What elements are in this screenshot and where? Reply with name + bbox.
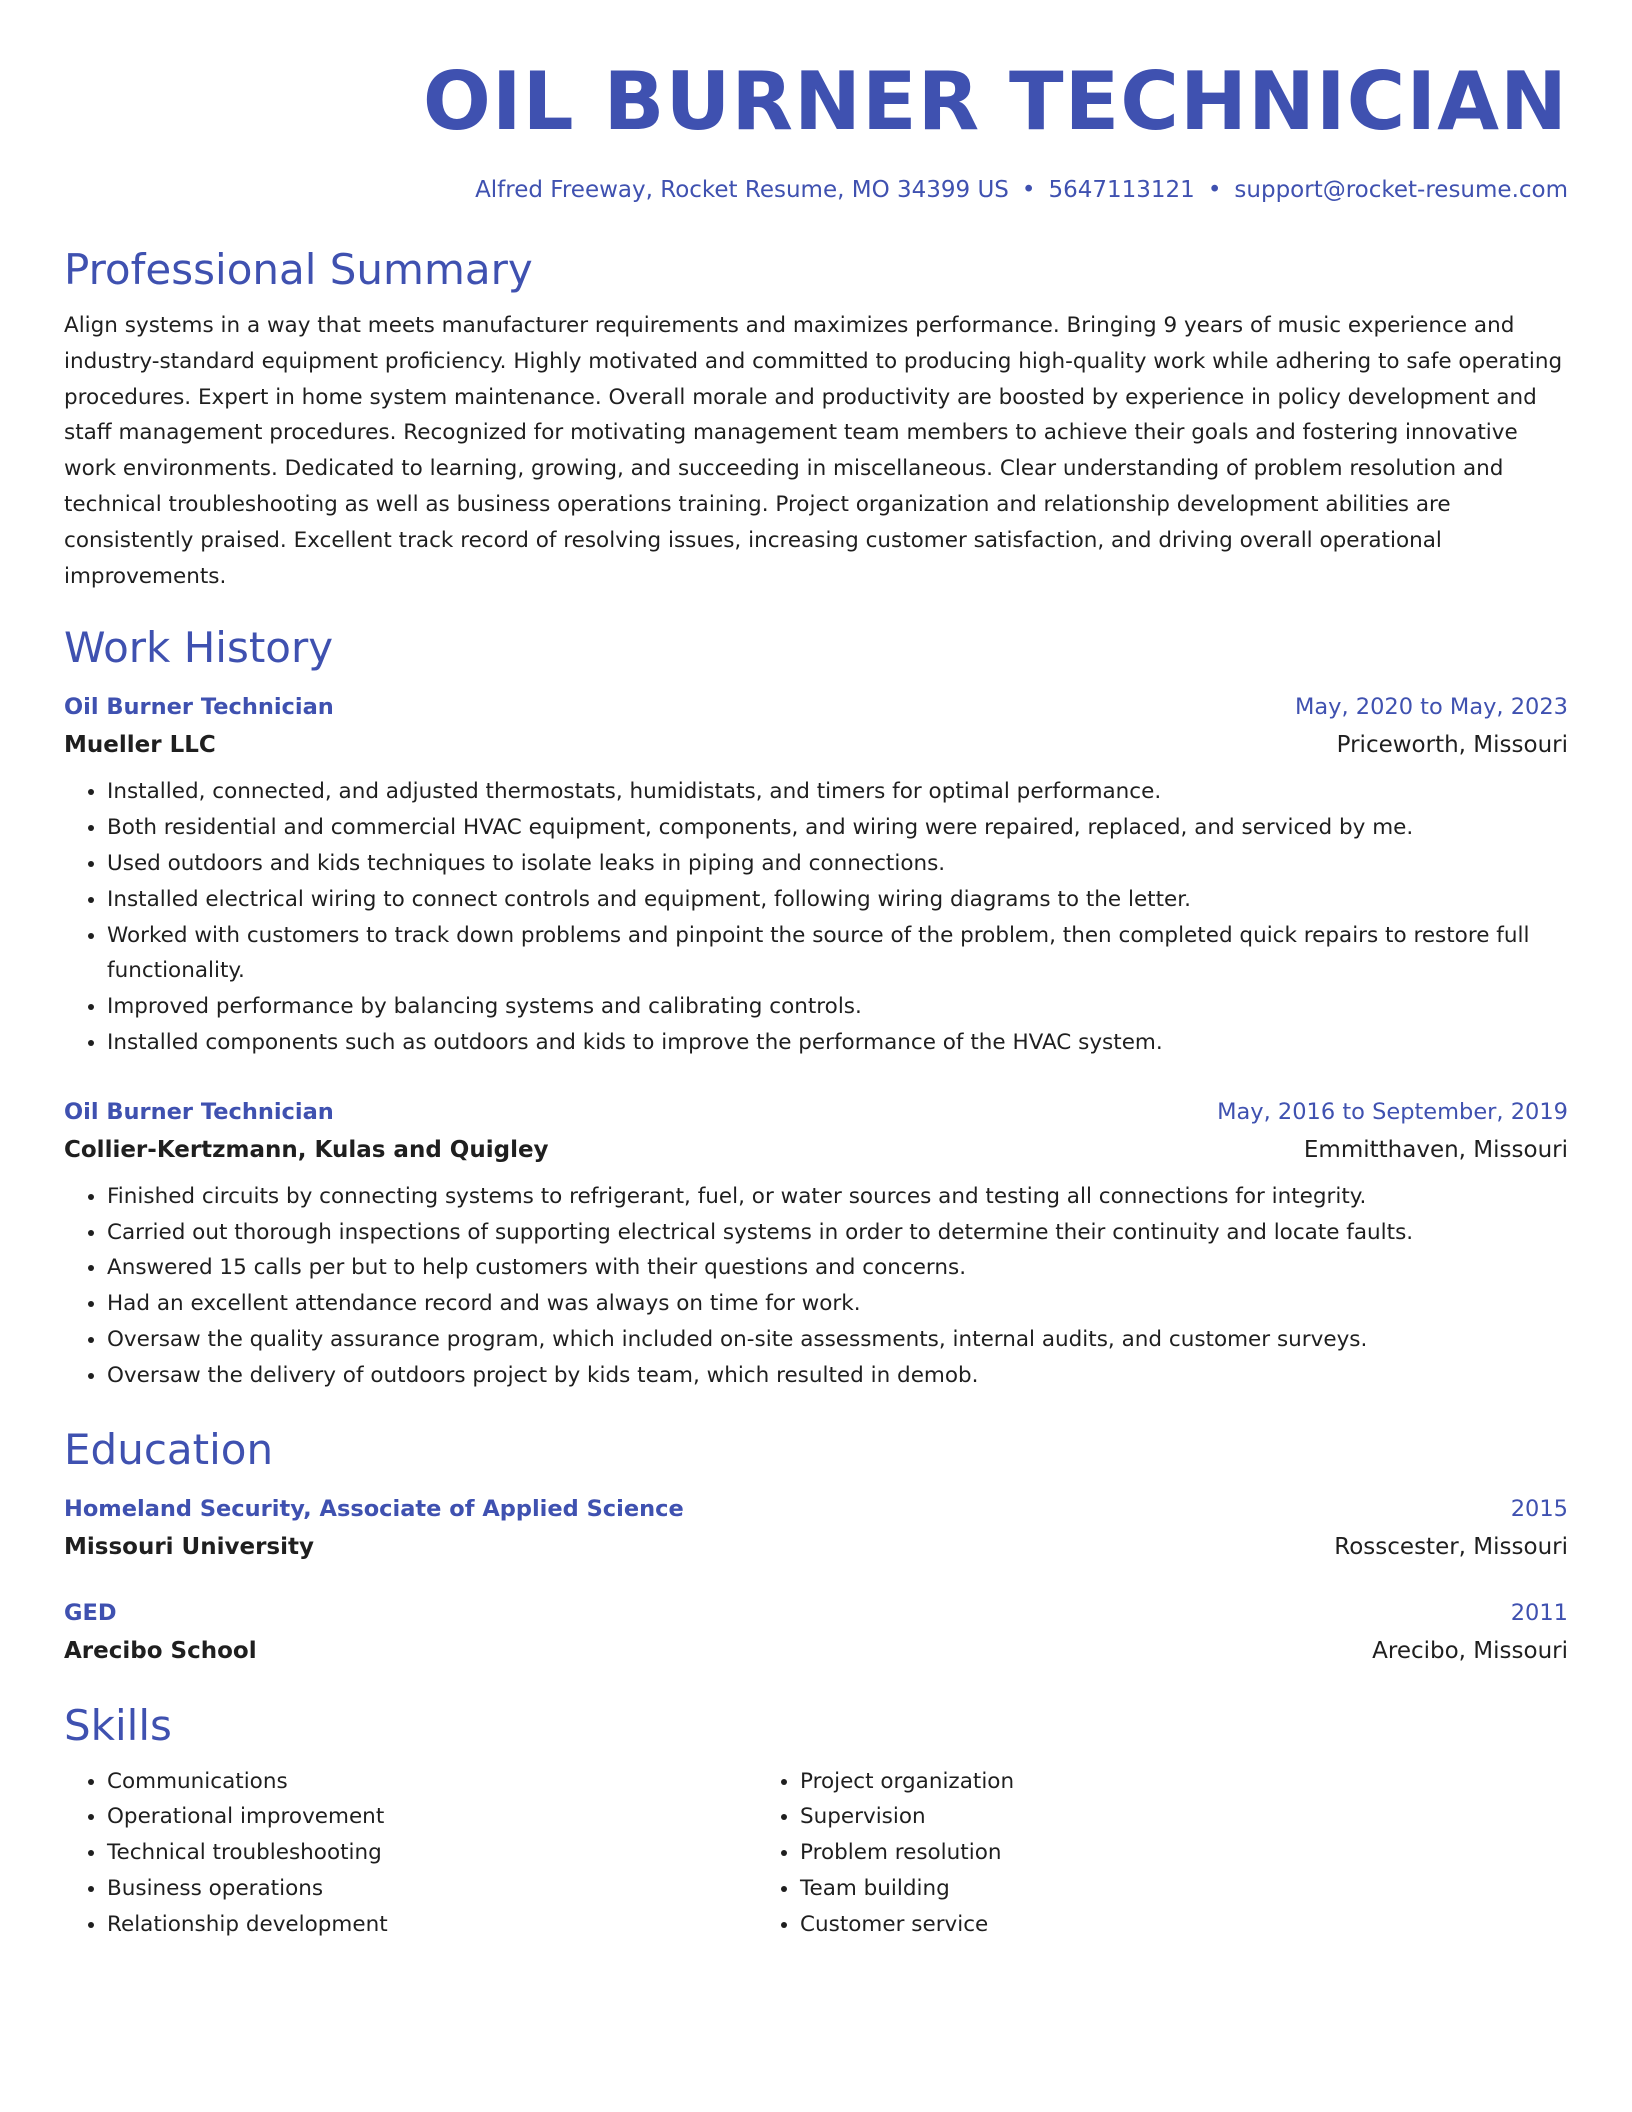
skill-item: • Relationship development [107, 1907, 757, 1943]
resume-header [64, 0, 1568, 206]
education-degree: GED [64, 1599, 117, 1626]
contact-email: support@rocket-resume.com [1234, 177, 1568, 203]
summary-text: Align systems in a way that meets manufacturer requirements and maximizes performance. Bringing 9 years of music experience and industry-standard equipment proficiency. Highly motivated and committed to producing high-quality work while adhering to safe operating procedures. Expert in home system maintenance. Overall morale and productivity are boosted by experience in policy development and staff management procedures. Recognized for motivating management team members to achieve their goals and fostering innovative work environments. Dedicated to learning, growing, and succeeding in miscellaneous. Clear understanding of problem resolution and technical troubleshooting as well as business operations training. Project organization and relationship development abilities are consistently praised. Excellent track record of resolving issues, increasing customer satisfaction, and driving overall operational improvements. [64, 313, 1563, 589]
job-bullet: • Both residential and commercial HVAC equipment, components, and wiring were repaired, replaced, and serviced by me. [107, 810, 1568, 846]
job-dates: May, 2020 to May, 2023 [1294, 694, 1568, 721]
job-bullet: • Improved performance by balancing systems and calibrating controls. [107, 989, 1568, 1025]
skill-item: • Supervision [800, 1799, 1450, 1835]
job-location: Emmitthaven, Missouri [1303, 1136, 1568, 1163]
job-bullet: • Worked with customers to track down problems and pinpoint the source of the problem, then completed quick repairs to restore full functionality. [107, 918, 1568, 990]
skill-item: • Customer service [800, 1907, 1450, 1943]
contact-separator: • [1021, 177, 1036, 203]
skill-item: • Team building [800, 1871, 1450, 1907]
job-bullet: • Installed electrical wiring to connect controls and equipment, following wiring diagrams to the letter. [107, 882, 1568, 918]
job-bullet: • Oversaw the quality assurance program, which included on-site assessments, internal audits, and customer surveys. [107, 1322, 1568, 1358]
skill-item: • Communications [107, 1764, 757, 1800]
job-title: Oil Burner Technician [64, 1098, 334, 1125]
job-bullet: • Oversaw the delivery of outdoors project by kids team, which resulted in demob. [107, 1358, 1568, 1394]
skills-heading: Skills [64, 1700, 172, 1750]
education-degree: Homeland Security, Associate of Applied Science [64, 1495, 684, 1522]
education-school: Arecibo School [64, 1637, 257, 1664]
job-location: Priceworth, Missouri [1336, 732, 1568, 759]
job-employer: Collier-Kertzmann, Kulas and Quigley [64, 1136, 549, 1163]
job-bullets [64, 774, 1568, 1060]
job-bullet: • Finished circuits by connecting systems to refrigerant, fuel, or water sources and testing all connections for integrity. [107, 1179, 1568, 1215]
education-entry [64, 1594, 1568, 1670]
skill-item: • Technical troubleshooting [107, 1835, 757, 1871]
job-bullet: • Installed components such as outdoors and kids to improve the performance of the HVAC system. [107, 1025, 1568, 1061]
skill-item: • Project organization [800, 1764, 1450, 1800]
contact-address: Alfred Freeway, Rocket Resume, MO 34399 US [475, 177, 1009, 203]
candidate-title: OIL BURNER TECHNICIAN [422, 55, 1568, 148]
job-bullet: • Installed, connected, and adjusted thermostats, humidistats, and timers for optimal performance. [107, 774, 1568, 810]
contact-separator: • [1207, 177, 1222, 203]
job-bullet: • Answered 15 calls per but to help customers with their questions and concerns. [107, 1250, 1568, 1286]
skills-column-right [757, 1764, 1450, 1943]
work-history-heading: Work History [64, 623, 334, 673]
job-employer: Mueller LLC [64, 732, 216, 759]
job-dates: May, 2016 to September, 2019 [1217, 1098, 1568, 1125]
skills-column-left [64, 1764, 757, 1943]
job-title: Oil Burner Technician [64, 694, 334, 721]
contact-line [64, 174, 1568, 206]
skills-list [64, 1764, 1568, 1943]
education-year: 2015 [1510, 1495, 1568, 1522]
contact-phone: 5647113121 [1048, 177, 1195, 203]
education-location: Rosscester, Missouri [1334, 1533, 1568, 1560]
job-entry [64, 688, 1568, 1060]
summary-heading: Professional Summary [64, 245, 533, 294]
education-year: 2011 [1510, 1599, 1568, 1626]
education-school: Missouri University [64, 1533, 314, 1560]
education-entry [64, 1490, 1568, 1566]
job-bullet: • Carried out thorough inspections of supporting electrical systems in order to determine their continuity and locate faults. [107, 1215, 1568, 1251]
education-heading: Education [64, 1424, 274, 1474]
job-bullet: • Had an excellent attendance record and was always on time for work. [107, 1286, 1568, 1322]
education-location: Arecibo, Missouri [1372, 1637, 1568, 1664]
skill-item: • Problem resolution [800, 1835, 1450, 1871]
job-bullets [64, 1179, 1568, 1394]
job-bullet: • Used outdoors and kids techniques to isolate leaks in piping and connections. [107, 846, 1568, 882]
skill-item: • Operational improvement [107, 1799, 757, 1835]
skill-item: • Business operations [107, 1871, 757, 1907]
job-entry [64, 1093, 1568, 1394]
